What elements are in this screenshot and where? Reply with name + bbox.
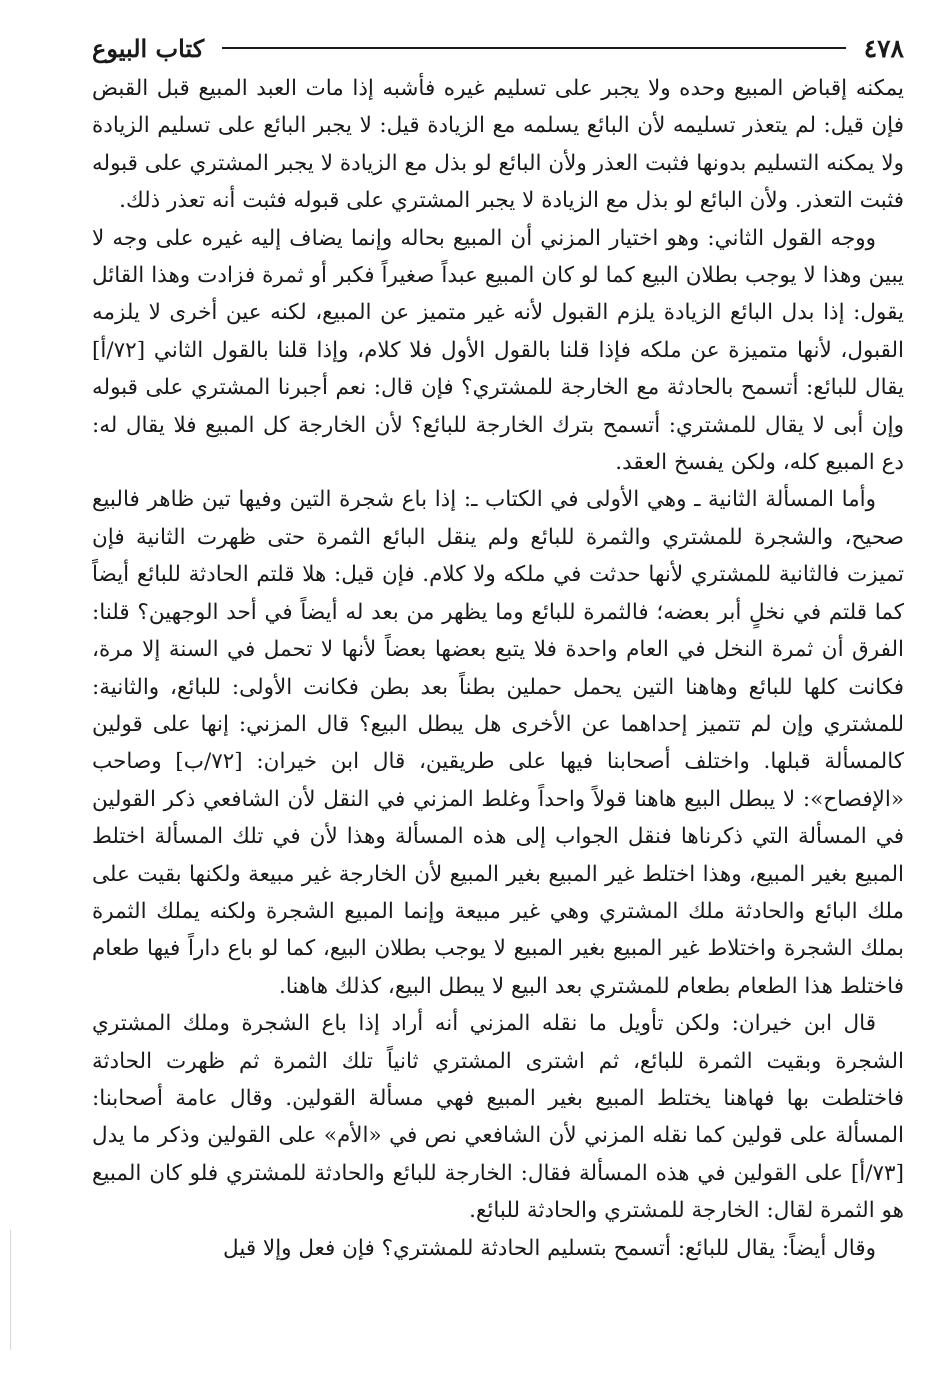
paragraph-4: قال ابن خيران: ولكن تأويل ما نقله المزني أنه أراد إذا باع الشجرة وملك المشتري الشجرة وبقيت الثمرة للبائع، ثم اشترى المشتري ثانياً تلك الثمرة ثم ظهرت الحادثة فاختلطت بها فهاهنا يختلط المبيع بغير المبيع فهي مسألة القولين. وقال عامة أصحابنا: المسألة على قولين كما نقله المزني لأن الشافعي نص في «الأم» على القولين وذكر ما يدل [٧٣/أ] على القولين في هذه المسألة فقال: الخارجة للبائع والحادثة للمشتري فلو كان المبيع هو الثمرة لقال: الخارجة للمشتري والحادثة للبائع. [92, 1011, 904, 1224]
scan-edge-mark [10, 1230, 11, 1350]
paragraph-3: وأما المسألة الثانية ـ وهي الأولى في الكتاب ـ: إذا باع شجرة التين وفيها تين ظاهر فالبيع صحيح، والشجرة للمشتري والثمرة للبائع ولم ينقل البائع الثمرة حتى ظهرت الثانية فإن تميزت فالثانية للمشتري لأنها حدثت في ملكه ولا كلام. فإن قيل: هلا قلتم الحادثة للبائع أيضاً كما قلتم في نخلٍ أبر بعضه؛ فالثمرة للبائع وما يظهر من بعد له أيضاً في أحد الوجهين؟ قلنا: الفرق أن ثمرة النخل في العام واحدة فلا يتبع بعضها بعضاً لأنها لا تحمل في السنة إلا مرة، فكانت كلها للبائع وهاهنا التين يحمل حملين بطناً بعد بطن فكانت الأولى: للبائع، والثانية: للمشتري وإن لم تتميز إحداهما عن الأخرى هل يبطل البيع؟ قال المزني: إنها على قولين كالمسألة قبلها. واختلف أصحابنا فيها على طريقين، قال ابن خيران: [٧٢/ب] وصاحب «الإفصاح»: لا يبطل البيع هاهنا قولاً واحداً وغلط المزني في النقل لأن الشافعي ذكر القولين في المسألة التي ذكرناها فنقل الجواب إلى هذه المسألة وهذا لأن في تلك المسألة اختلط المبيع بغير المبيع، وهذا اختلط غير المبيع بغير المبيع لأن الخارجة غير مبيعة ولكنها بقيت على ملك البائع والحادثة ملك المشتري وهي غير مبيعة وإنما المبيع الشجرة ولكنه يملك الثمرة بملك الشجرة واختلاط غير المبيع بغير المبيع لا يوجب بطلان البيع، كما لو باع داراً فيها طعام فاختلط هذا الطعام بطعام للمشتري بعد البيع لا يبطل البيع، كذلك هاهنا. [92, 487, 904, 999]
paragraph-2: ووجه القول الثاني: وهو اختيار المزني أن المبيع بحاله وإنما يضاف إليه غيره على وجه لا يبين وهذا لا يوجب بطلان البيع كما لو كان المبيع عبداً صغيراً فكبر أو ثمرة فزادت وهذا القائل يقول: إذا بدل البائع الزيادة يلزم القبول لأنه غير متميز عن المبيع، لكنه عين أخرى لا يلزمه القبول، لأنها متميزة عن ملكه فإذا قلنا بالقول الأول فلا كلام، وإذا قلنا بالقول الثاني [٧٢/أ] يقال للبائع: أتسمح بالحادثة مع الخارجة للمشتري؟ فإن قال: نعم أجبرنا المشتري على قبوله وإن أبى لا يقال للمشتري: أتسمح بترك الخارجة للبائع؟ لأن الخارجة كل المبيع فلا يقال له: دع المبيع كله، ولكن يفسخ العقد. [92, 225, 904, 476]
paragraph-5: وقال أيضاً: يقال للبائع: أتسمح بتسليم الحادثة للمشتري؟ فإن فعل وإلا قيل [223, 1235, 876, 1261]
running-title: كتاب البيوع [92, 33, 205, 63]
body-text [92, 70, 904, 1267]
book-page [92, 30, 904, 1360]
page-number: ٤٧٨ [863, 33, 904, 63]
page-header [92, 30, 904, 66]
paragraph-1: يمكنه إقباض المبيع وحده ولا يجبر على تسليم غيره فأشبه إذا مات العبد المبيع قبل القبض فإن قيل: لم يتعذر تسليمه لأن البائع يسلمه مع الزيادة قيل: لا يجبر البائع على تسليم الزيادة ولا يمكنه التسليم بدونها فثبت العذر ولأن البائع لو بذل مع الزيادة لا يجبر المشتري على قبوله فثبت التعذر. ولأن البائع لو بذل مع الزيادة لا يجبر المشتري على قبوله فثبت أنه تعذر ذلك. [92, 76, 904, 214]
header-rule [222, 47, 846, 49]
